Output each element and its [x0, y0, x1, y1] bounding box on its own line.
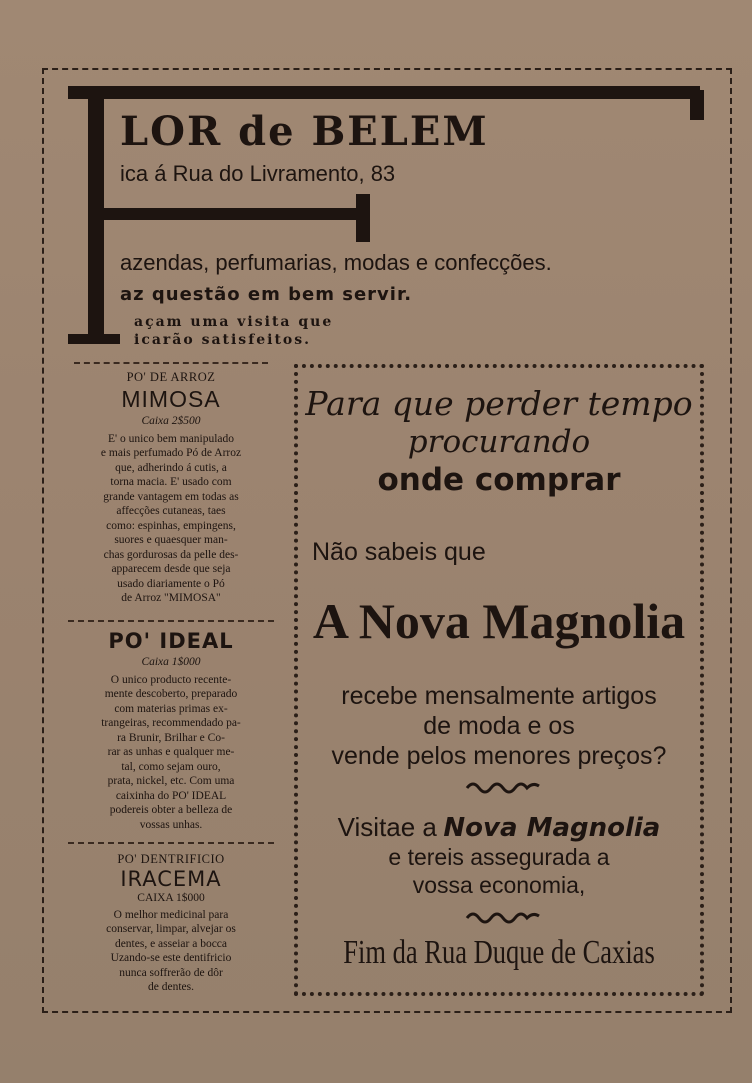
mimosa-body-line: torna macia. E' usado com	[110, 476, 232, 488]
iracema-body-line: Uzando-se este dentifricio	[110, 952, 232, 964]
iracema-top-rule	[68, 842, 274, 844]
mimosa-body-line: e mais perfumado Pó de Arroz	[100, 447, 242, 459]
ad-line-4: Não sabeis que	[312, 538, 486, 566]
ideal-body	[60, 673, 282, 833]
ad-line-1: Para que perder tempo	[305, 384, 693, 423]
ideal-top-rule	[68, 620, 274, 622]
ideal-body-line: rar as unhas e qualquer me-	[107, 746, 235, 758]
iracema-body-line: nunca soffrerão de dôr	[119, 966, 223, 979]
header-invite: açam uma visita que	[134, 314, 334, 330]
mimosa-body-line: que, adherindo á cutis, a	[115, 461, 227, 474]
header-foot-bar	[68, 334, 120, 344]
header-goods: azendas, perfumarias, modas e confecções.	[120, 250, 552, 275]
ad-visit-line	[298, 812, 700, 843]
header-middle-bar	[96, 208, 360, 220]
mimosa-body-line: como: espinhas, empingens,	[106, 519, 236, 532]
ideal-body-line: caixinha do PO' IDEAL	[115, 789, 227, 802]
mimosa-body-line: apparecem desde que seja	[111, 563, 231, 575]
ad-line-7: vende pelos menores preços?	[331, 742, 667, 770]
ad-line-6: de moda e os	[423, 712, 575, 740]
ideal-body-line: com materias primas ex-	[114, 702, 228, 715]
ideal-body-line: podereis obter a belleza de	[109, 804, 233, 816]
mimosa-body-line: E' o unico bem manipulado	[108, 432, 234, 445]
ad-line-2: procurando	[407, 424, 591, 460]
ad-line-3: onde comprar	[377, 462, 621, 498]
header-top-bar-end	[690, 90, 704, 120]
mimosa-kicker: PO' DE ARROZ	[126, 370, 216, 384]
iracema-body-line: O melhor medicinal para	[113, 908, 229, 921]
mimosa-top-rule	[74, 362, 268, 364]
ideal-body-line: mente descoberto, preparado	[104, 688, 238, 700]
mimosa-body-line: suores e quaesquer man-	[114, 534, 228, 546]
ideal-body-line: ra Brunir, Brilhar e Co-	[117, 731, 225, 744]
ideal-body-line: O unico producto recente-	[110, 673, 232, 686]
ad-line-9: vossa economia,	[412, 872, 586, 898]
header-title: LOR de BELEM	[120, 108, 489, 155]
ad-visit-brand: Nova Magnolia	[443, 813, 661, 843]
ideal-section	[60, 620, 282, 832]
ideal-name: PO' IDEAL	[108, 629, 234, 653]
ideal-body-line: tal, como sejam ouro,	[121, 760, 221, 773]
iracema-price: CAIXA 1$000	[137, 892, 205, 904]
iracema-name: IRACEMA	[120, 867, 222, 891]
iracema-kicker: PO' DENTRIFICIO	[117, 852, 225, 866]
ad-visit-prefix: Visitae a	[337, 812, 437, 842]
header-satisfied: icarão satisfeitos.	[134, 332, 312, 348]
header-middle-bar-end	[356, 194, 370, 242]
mimosa-body-line: affecções cutaneas, taes	[116, 505, 226, 517]
mimosa-section	[60, 362, 282, 606]
mimosa-body-line: chas gordurosas da pelle des-	[103, 548, 239, 561]
mimosa-body	[60, 432, 282, 606]
mimosa-body-line: de Arroz "MIMOSA"	[121, 592, 221, 604]
iracema-body	[60, 908, 282, 995]
header-motto: az questão em bem servir.	[120, 284, 413, 305]
ideal-body-line: vossas unhas.	[139, 818, 203, 831]
iracema-section	[60, 842, 282, 995]
iracema-body-line: dentes, e asseiar a bocca	[114, 937, 228, 950]
ornament-squiggle-icon	[463, 778, 543, 796]
ideal-body-line: trangeiras, recommendado pa-	[101, 717, 241, 729]
iracema-body-line: conservar, limpar, alvejar os	[106, 923, 236, 935]
mimosa-name: MIMOSA	[121, 386, 221, 412]
ad-line-5: recebe mensalmente artigos	[341, 682, 657, 710]
header-top-bar	[68, 86, 700, 99]
ad-brand: A Nova Magnolia	[312, 593, 686, 649]
ad-address: Fim da Rua Duque de Caxias	[343, 934, 655, 971]
ad-line-8: e tereis assegurada a	[388, 844, 610, 870]
iracema-body-line: de dentes.	[148, 981, 194, 993]
mimosa-price: Caixa 2$500	[141, 415, 201, 427]
ideal-body-line: prata, nickel, etc. Com uma	[107, 775, 235, 787]
mimosa-body-line: usado diariamente o Pó	[117, 577, 225, 590]
mimosa-body-line: grande vantagem em todas as	[103, 490, 239, 503]
ornament-squiggle-icon	[463, 908, 543, 926]
nova-magnolia-ad	[294, 364, 704, 996]
header-address: ica á Rua do Livramento, 83	[120, 161, 396, 186]
ideal-price: Caixa 1$000	[141, 656, 201, 668]
